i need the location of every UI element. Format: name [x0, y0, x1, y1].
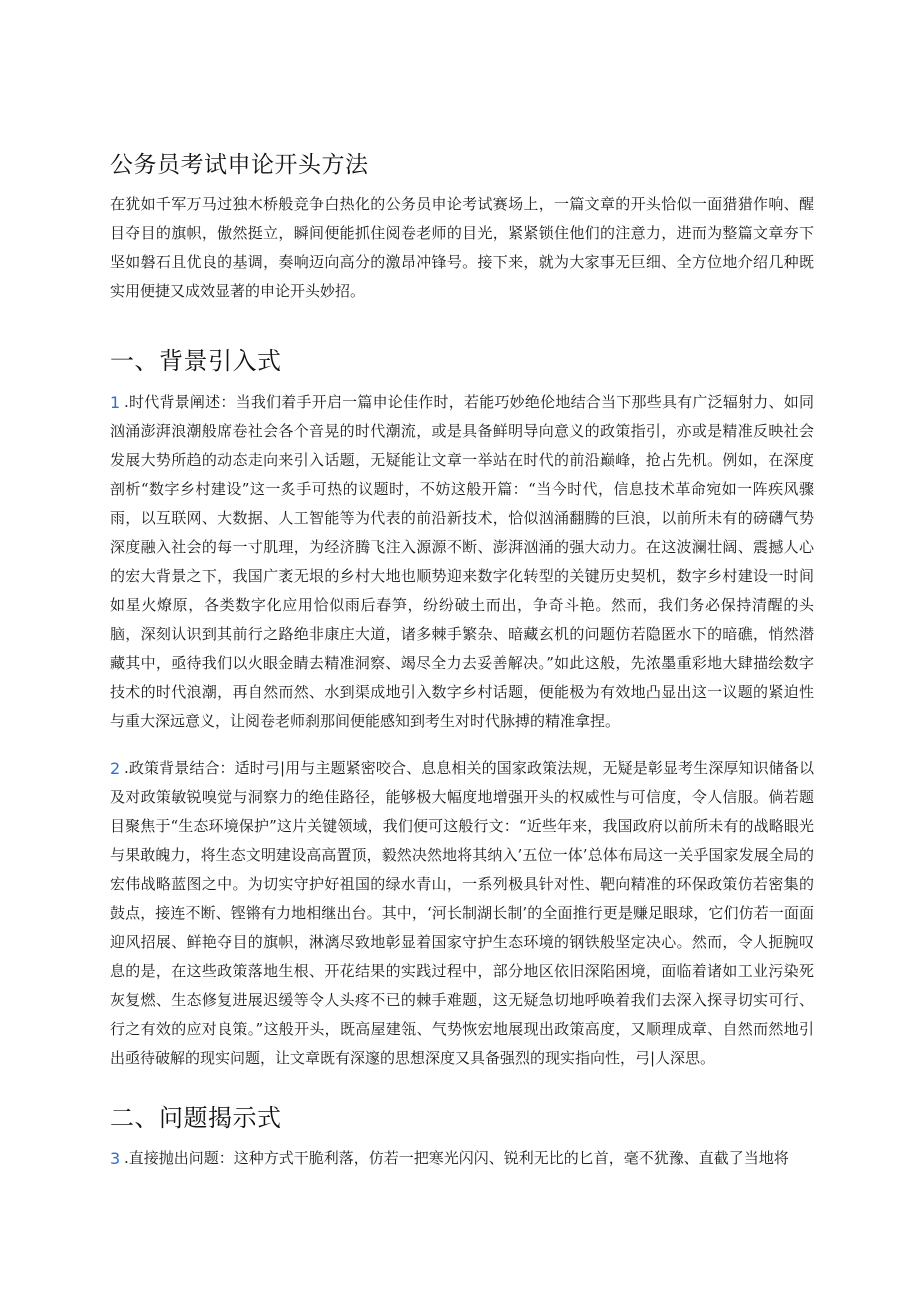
list-item — [110, 754, 814, 1073]
section-heading-problem: 二、问题揭示式 — [110, 1104, 282, 1132]
list-item-number: 1 — [110, 393, 121, 412]
page-title: 公务员考试申论开头方法 — [110, 152, 369, 178]
list-item-number: 2 — [110, 759, 121, 778]
list-item-number: 3 — [110, 1149, 121, 1168]
list-item — [110, 388, 814, 736]
list-item-text: .时代背景阐述：当我们着手开启一篇申论佳作时，若能巧妙绝伦地结合当下那些具有广泛辐射力、如同汹涌澎湃浪潮般席卷社会各个音晃的时代潮流，或是具备鲜明导向意义的政策指引，亦或是精准反映社会发展大势所趋的动态走向来引入话题，无疑能让文章一举站在时代的前沿巅峰，抢占先机。例如，在深度剖析“数字乡村建设”这一炙手可热的议题时，不妨这般开篇：“当今时代，信息技术革命宛如一阵疾风骤雨，以互联网、大数据、人工智能等为代表的前沿新技术，恰似汹涌翻腾的巨浪，以前所未有的磅礴气势深度融入社会的每一寸肌理，为经济腾飞注入源源不断、澎湃汹涌的强大动力。在这波澜壮阔、震撼人心的宏大背景之下，我国广袤无垠的乡村大地也顺势迎来数字化转型的关键历史契机，数字乡村建设一时间如星火燎原，各类数字化应用恰似雨后春笋，纷纷破土而出，争奇斗艳。然而，我们务必保持清醒的头脑，深刻认识到其前行之路绝非康庄大道，诸多棘手繁杂、暗藏玄机的问题仿若隐匿水下的暗礁，悄然潜藏其中，亟待我们以火眼金睛去精准洞察、竭尽全力去妥善解决。”如此这般，先浓墨重彩地大肆描绘数字技术的时代浪潮，再自然而然、水到渠成地引入数字乡村话题，便能极为有效地凸显出这一议题的紧迫性与重大深远意义，让阅卷老师刹那间便能感知到考生对时代脉搏的精准拿捏。 — [110, 393, 814, 730]
list-item-text: .直接抛出问题：这种方式干脆利落，仿若一把寒光闪闪、锐利无比的匕首，毫不犹豫、直截了当地将 — [124, 1149, 789, 1167]
intro-paragraph: 在犹如千军万马过独木桥般竞争白热化的公务员申论考试赛场上，一篇文章的开头恰似一面猎猎作响、醒目夺目的旗帜，傲然挺立，瞬间便能抓住阅卷老师的目光，紧紧锁住他们的注意力，进而为整篇文章夯下坚如磐石且优良的基调，奏响迈向高分的激昂冲锋号。接下来，就为大家事无巨细、全方位地介绍几种既实用便捷又成效显著的申论开头妙招。 — [110, 195, 814, 300]
list-item — [110, 1144, 814, 1173]
section-heading-background: 一、背景引入式 — [110, 347, 282, 375]
list-item-text: .政策背景结合：适时弓|用与主题紧密咬合、息息相关的国家政策法规，无疑是彰显考生深厚知识储备以及对政策敏锐嗅觉与洞察力的绝佳路径，能够极大幅度地增强开头的权威性与可信度，令人信服。倘若题目聚焦于“生态环境保护”这片关键领域，我们便可这般行文：“近些年来，我国政府以前所未有的战略眼光与果敢魄力，将生态文明建设高高置顶，毅然决然地将其纳入’五位一体’总体布局这一关乎国家发展全局的宏伟战略蓝图之中。为切实守护好祖国的绿水青山，一系列极具针对性、靶向精准的环保政策仿若密集的鼓点，接连不断、铿锵有力地相继出台。其中，‘河长制湖长制’的全面推行更是赚足眼球，它们仿若一面面迎风招展、鲜艳夺目的旗帜，淋漓尽致地彰显着国家守护生态环境的钢铁般坚定决心。然而，令人扼腕叹息的是，在这些政策落地生根、开花结果的实践过程中，部分地区依旧深陷困境，面临着诸如工业污染死灰复燃、生态修复进展迟缓等令人头疼不已的棘手难题，这无疑急切地呼唤着我们去深入探寻切实可行、行之有效的应对良策。”这般开头，既高屋建瓴、气势恢宏地展现出政策高度，又顺理成章、自然而然地引出亟待破解的现实问题，让文章既有深邃的思想深度又具备强烈的现实指向性，弓|人深思。 — [110, 759, 814, 1067]
